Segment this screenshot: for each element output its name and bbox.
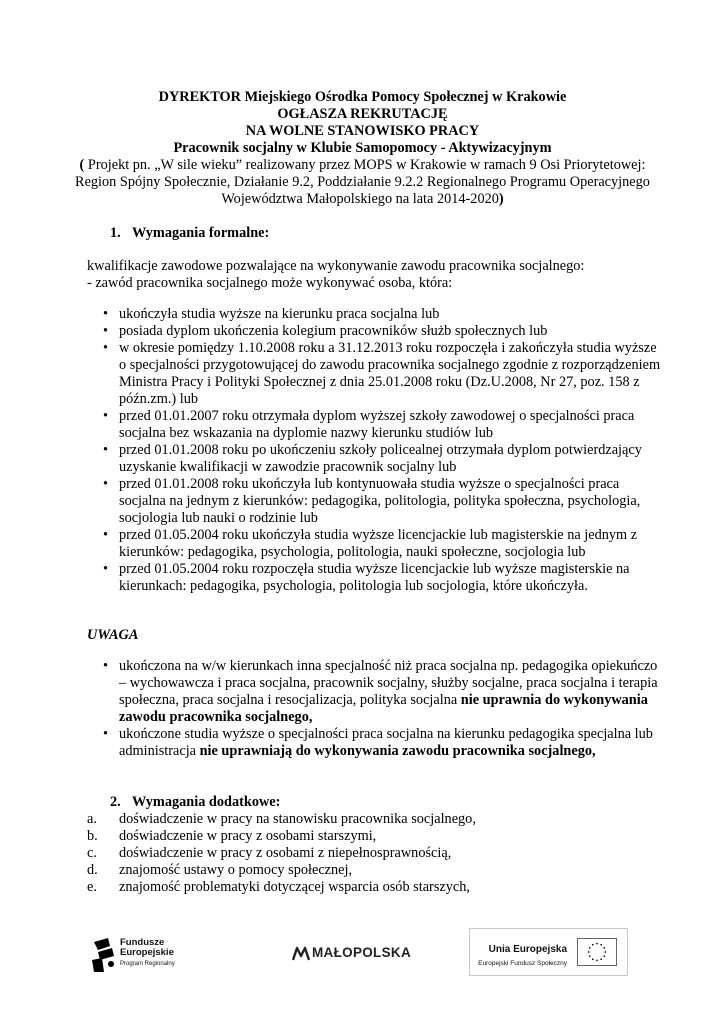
note-emphasis: nie uprawnia do wykonywania zawodu pracownika socjalnego, <box>119 692 648 725</box>
malopolska-m-icon <box>292 945 310 961</box>
eu-line1: Unia Europejska <box>488 944 567 955</box>
list-item-text: doświadczenie w pracy z osobami starszymi, <box>119 828 377 844</box>
eu-star-icon <box>592 944 594 946</box>
fundusze-europejskie-logo <box>92 936 202 976</box>
list-item-text: znajomość problematyki dotyczącej wsparcia osób starszych, <box>119 879 470 895</box>
note-text: ukończone studia wyższe o specjalności praca socjalna na kierunku pedagogika specjalna lub administracja <box>119 726 653 759</box>
bullet-dot: • <box>103 306 109 322</box>
list-item <box>87 442 667 476</box>
section-title-text: Wymagania dodatkowe: <box>132 794 281 810</box>
list-item <box>87 408 667 442</box>
project-close-paren: ) <box>498 191 504 207</box>
fe-mark-icon <box>92 938 116 972</box>
malopolska-logo <box>292 944 411 964</box>
header-line-announces: OGŁASZA REKRUTACJĘ <box>277 106 448 122</box>
list-item-text: przed 01.05.2004 roku rozpoczęła studia wyższe licencjackie lub wyższe magisterskie na kierunkach: pedagogika, psychologia, politologia lub socjologia, które ukończyła. <box>119 561 630 594</box>
list-item <box>87 561 667 595</box>
eu-line2: Europejski Fundusz Społeczny <box>478 960 567 967</box>
list-letter: e. <box>87 879 97 895</box>
list-letter: c. <box>87 845 97 861</box>
note-emphasis: nie uprawniają do wykonywania zawodu pracownika socjalnego, <box>199 743 596 759</box>
intro-line: - zawód pracownika socjalnego może wykonywać osoba, która: <box>87 275 453 291</box>
project-description <box>60 157 665 208</box>
list-item <box>87 862 667 879</box>
list-item <box>87 658 667 726</box>
list-item-text: posiada dyplom ukończenia kolegium pracowników służb społecznych lub <box>119 323 548 339</box>
formal-requirements-list <box>87 306 667 595</box>
fe-line1: Fundusze <box>120 937 165 948</box>
bullet-dot: • <box>103 442 109 458</box>
bullet-dot: • <box>103 323 109 339</box>
section-additional-requirements-title <box>110 794 280 811</box>
qualifications-intro <box>87 258 667 292</box>
fe-line2: Europejskie <box>120 947 174 958</box>
bullet-dot: • <box>103 476 109 492</box>
list-item <box>87 828 667 845</box>
list-item <box>87 323 667 340</box>
eu-efs-logo <box>469 928 628 976</box>
malopolska-text: MAŁOPOLSKA <box>312 945 411 961</box>
header-line-position: NA WOLNE STANOWISKO PRACY <box>245 123 480 139</box>
list-item-text: doświadczenie w pracy na stanowisku pracownika socjalnego, <box>119 811 476 827</box>
eu-star-icon <box>600 958 602 960</box>
eu-star-icon <box>592 958 594 960</box>
note-list <box>87 658 667 760</box>
eu-star-icon <box>605 951 607 953</box>
announcement-header <box>60 89 665 157</box>
eu-star-icon <box>589 955 591 957</box>
eu-star-icon <box>603 955 605 957</box>
list-item-text: znajomość ustawy o pomocy społecznej, <box>119 862 353 878</box>
list-item <box>87 306 667 323</box>
eu-star-icon <box>603 947 605 949</box>
section-number: 2. <box>110 794 121 810</box>
list-item <box>87 476 667 527</box>
bullet-dot: • <box>103 340 109 356</box>
list-letter: b. <box>87 828 98 844</box>
section-formal-requirements-title <box>110 225 269 242</box>
list-item-text: przed 01.01.2008 roku po ukończeniu szkoły policealnej otrzymała dyplom potwierdzający uzyskanie kwalifikacji w zawodzie pracownik socjalny lub <box>119 442 642 475</box>
bullet-dot: • <box>103 561 109 577</box>
intro-line: kwalifikacje zawodowe pozwalające na wykonywanie zawodu pracownika socjalnego: <box>87 258 585 274</box>
fe-line3: Program Regionalny <box>120 961 175 967</box>
bullet-dot: • <box>103 658 109 674</box>
list-item-text: doświadczenie w pracy z osobami z niepełnosprawnością, <box>119 845 452 861</box>
eu-star-icon <box>588 951 590 953</box>
list-item <box>87 726 667 760</box>
additional-requirements-list <box>87 811 667 896</box>
eu-star-icon <box>600 944 602 946</box>
project-text: Projekt pn. „W sile wieku” realizowany przez MOPS w Krakowie w ramach 9 Osi Priorytetowej: Region Spójny Społecznie, Działanie 9.2, Poddziałanie 9.2.2 Regionalnego Programu Operacyjnego Województwa Małopolskiego na lata 2014-2020 <box>75 157 650 207</box>
list-letter: a. <box>87 811 97 827</box>
list-item <box>87 845 667 862</box>
bullet-dot: • <box>103 726 109 742</box>
list-item-text: przed 01.01.2008 roku ukończyła lub kontynuowała studia wyższe o specjalności praca socjalna na jednym z kierunków: pedagogika, politologia, polityka społeczna, psychologia, socjologia lub nauki o rodzinie lub <box>119 476 641 526</box>
section-number: 1. <box>110 225 121 241</box>
list-item <box>87 879 667 896</box>
note-label: UWAGA <box>87 627 139 643</box>
eu-star-icon <box>596 960 598 962</box>
eu-star-icon <box>589 947 591 949</box>
bullet-dot: • <box>103 408 109 424</box>
eu-star-icon <box>596 943 598 945</box>
list-item-text: przed 01.05.2004 roku ukończyła studia wyższe licencjackie lub magisterskie na jednym z kierunków: pedagogika, psychologia, politologia, nauki społeczne, socjologia lub <box>119 527 638 560</box>
section-title-text: Wymagania formalne: <box>132 225 270 241</box>
list-item <box>87 340 667 408</box>
list-item <box>87 811 667 828</box>
list-item <box>87 527 667 561</box>
list-item-text: ukończyła studia wyższe na kierunku praca socjalna lub <box>119 306 440 322</box>
list-item-text: w okresie pomiędzy 1.10.2008 roku a 31.12.2013 roku rozpoczęła i zakończyła studia wyższe o specjalności przygotowującej do zawodu pracownika socjalnego zgodnie z rozporządzeniem Ministra Pracy i Polityki Społecznej z dnia 25.01.2008 roku (Dz.U.2008, Nr 27, poz. 158 z późn.zm.) lub <box>119 340 661 407</box>
header-line-job-title: Pracownik socjalny w Klubie Samopomocy - Aktywizacyjnym <box>173 140 552 156</box>
header-line-director: DYREKTOR Miejskiego Ośrodka Pomocy Społecznej w Krakowie <box>158 89 567 105</box>
note-text: ukończona na w/w kierunkach inna specjalność niż praca socjalna np. pedagogika opiekuńczo – wychowawcza i praca socjalna, pracownik socjalny, służby socjalne, praca socjalna i terapia społeczna, praca socjalna i resocjalizacja, polityka socjalna <box>119 658 658 708</box>
project-open-paren: ( <box>79 157 85 173</box>
list-item-text: przed 01.01.2007 roku otrzymała dyplom wyższej szkoły zawodowej o specjalności praca socjalna bez wskazania na dyplomie nazwy kierunku studiów lub <box>119 408 635 441</box>
list-letter: d. <box>87 862 98 878</box>
bullet-dot: • <box>103 527 109 543</box>
eu-flag-icon <box>577 938 617 966</box>
